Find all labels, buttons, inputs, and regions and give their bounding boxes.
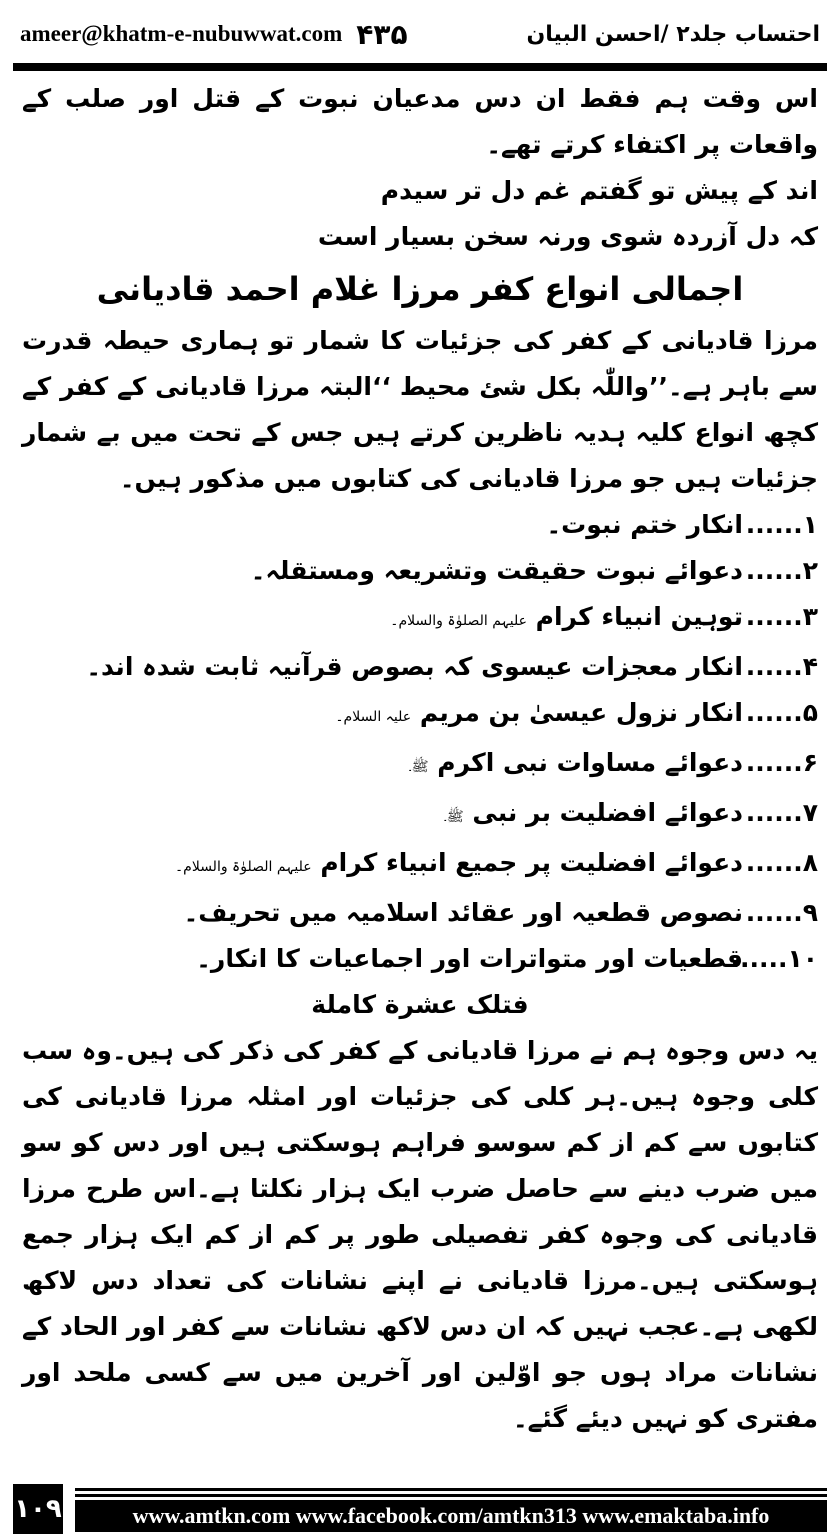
list-item-number: ۴...... (745, 652, 818, 681)
list-item (22, 502, 818, 548)
list-item (22, 790, 818, 840)
honorific: علیہم الصلوٰۃ والسلام۔ (174, 859, 312, 875)
list-item-label: قطعیات اور متواترات اور اجماعیات کا انکار۔ (196, 944, 743, 973)
list-item-label: دعوائے نبوت حقیقت وتشریعہ ومستقلہ۔ (250, 556, 743, 585)
list-item-label: دعوائے مساوات نبی اکرم (437, 748, 743, 777)
list-item-text (546, 502, 743, 548)
list-item (22, 690, 818, 740)
list-item (22, 594, 818, 644)
list-item-text (409, 740, 743, 790)
couplet-second-hemistich: کہ دل آزردہ شوی ورنہ سخن بسیار است (317, 222, 818, 251)
list-item-number: ۱...... (745, 510, 818, 539)
list-item-label: انکار نزول عیسیٰ بن مریم (419, 698, 743, 727)
honorific: علیہ السلام۔ (335, 709, 412, 725)
list-item-text (251, 548, 743, 594)
couplet-first-hemistich: اند کے پیش تو گفتم غم دل تر سیدم (380, 176, 818, 205)
footer-links: www.amtkn.com www.facebook.com/amtkn313 www.emaktaba.info (75, 1500, 827, 1532)
header-email: ameer@khatm-e-nubuwwat.com (20, 21, 343, 46)
header-book-title: احتساب جلد۲ /احسن البیان (526, 21, 820, 47)
list-item-text (86, 644, 743, 690)
subheading: فتلک عشرة کاملة (311, 990, 529, 1019)
list-item-label: توہین انبیاء کرام (535, 602, 743, 631)
footer-page-number: ۱۰۹ (13, 1484, 63, 1534)
list-item-number: ۳...... (745, 602, 818, 631)
header-page-number: ۴۳۵ (356, 17, 408, 51)
honorific: ﷺ۔ (443, 809, 464, 825)
list-item-label: دعوائے افضلیت پر جمیع انبیاء کرام (320, 848, 743, 877)
list-item-text (184, 890, 743, 936)
list-item-number: ۵...... (745, 698, 818, 727)
footer-rule (75, 1488, 827, 1497)
list-item-number: ۹...... (745, 898, 818, 927)
list-item-label: نصوص قطعیہ اور عقائد اسلامیہ میں تحریف۔ (183, 898, 743, 927)
list-item-text (444, 790, 743, 840)
persian-couplet (22, 168, 818, 260)
list-item-label: انکار ختم نبوت۔ (546, 510, 743, 539)
page-header (20, 14, 820, 54)
kufr-list (22, 502, 818, 982)
closing-paragraph: یہ دس وجوہ ہم نے مرزا قادیانی کے کفر کی ذکر کی ہیں۔وہ سب کلی وجوہ ہیں۔ہر کلی کی جزئیات اور امثلہ مرزا قادیانی کی کتابوں سے کم از کم سوسو فراہم ہوسکتی ہیں اور دس کو سو میں ضرب دینے سے حاصل ضرب ایک ہزار نکلتا ہے۔اس طرح مرزا قادیانی کی وجوہ کفر تفصیلی طور پر کم از کم ایک ہزار جمع ہوسکتی ہیں۔مرزا قادیانی نے اپنے نشانات کی تعداد دس لاکھ لکھی ہے۔عجب نہیں کہ ان دس لاکھ نشانات سے کفر اور الحاد کے نشانات مراد ہوں جو اوّلین اور آخرین میں سے کسی ملحد اور مفتری کو نہیں دیئے گئے۔ (22, 1036, 818, 1433)
list-item-number: ۷...... (745, 798, 818, 827)
list-item (22, 936, 818, 982)
header-left (20, 18, 408, 51)
list-item-text (335, 690, 743, 740)
section-heading: اجمالی انواع کفر مرزا غلام احمد قادیانی (96, 270, 744, 308)
page-footer (13, 1484, 827, 1534)
honorific: علیہم الصلوٰۃ والسلام۔ (390, 613, 527, 629)
header-rule (13, 63, 827, 71)
intro-paragraph: اس وقت ہم فقط ان دس مدعیان نبوت کے قتل اور صلب کے واقعات پر اکتفاء کرتے تھے۔ (22, 84, 818, 159)
list-item-number: ۶...... (745, 748, 818, 777)
list-item-number: ۲...... (745, 556, 818, 585)
list-item (22, 740, 818, 790)
list-item-text (175, 840, 743, 890)
list-item-label: انکار معجزات عیسوی کہ بصوص قرآنیہ ثابت شدہ اند۔ (86, 652, 743, 681)
list-item (22, 890, 818, 936)
list-item-number: ۱۰...... (730, 944, 818, 973)
list-item-text (390, 594, 743, 644)
section-paragraph: مرزا قادیانی کے کفر کی جزئیات کا شمار تو ہماری حیطہ قدرت سے باہر ہے۔’’واللّٰہ بکل شئ محیط ‘‘البتہ مرزا قادیانی کے کفر کے کچھ انواع کلیہ ہدیہ ناظرین کرتے ہیں جس کے تحت میں بے شمار جزئیات ہیں جو مرزا قادیانی کی کتابوں میں مذکور ہیں۔ (22, 326, 818, 493)
list-item (22, 840, 818, 890)
list-item-label: دعوائے افضلیت بر نبی (472, 798, 743, 827)
honorific: ﷺ۔ (408, 759, 429, 775)
page-body (22, 76, 818, 1478)
list-item (22, 548, 818, 594)
list-item (22, 644, 818, 690)
list-item-number: ۸...... (745, 848, 818, 877)
list-item-text (196, 936, 743, 982)
